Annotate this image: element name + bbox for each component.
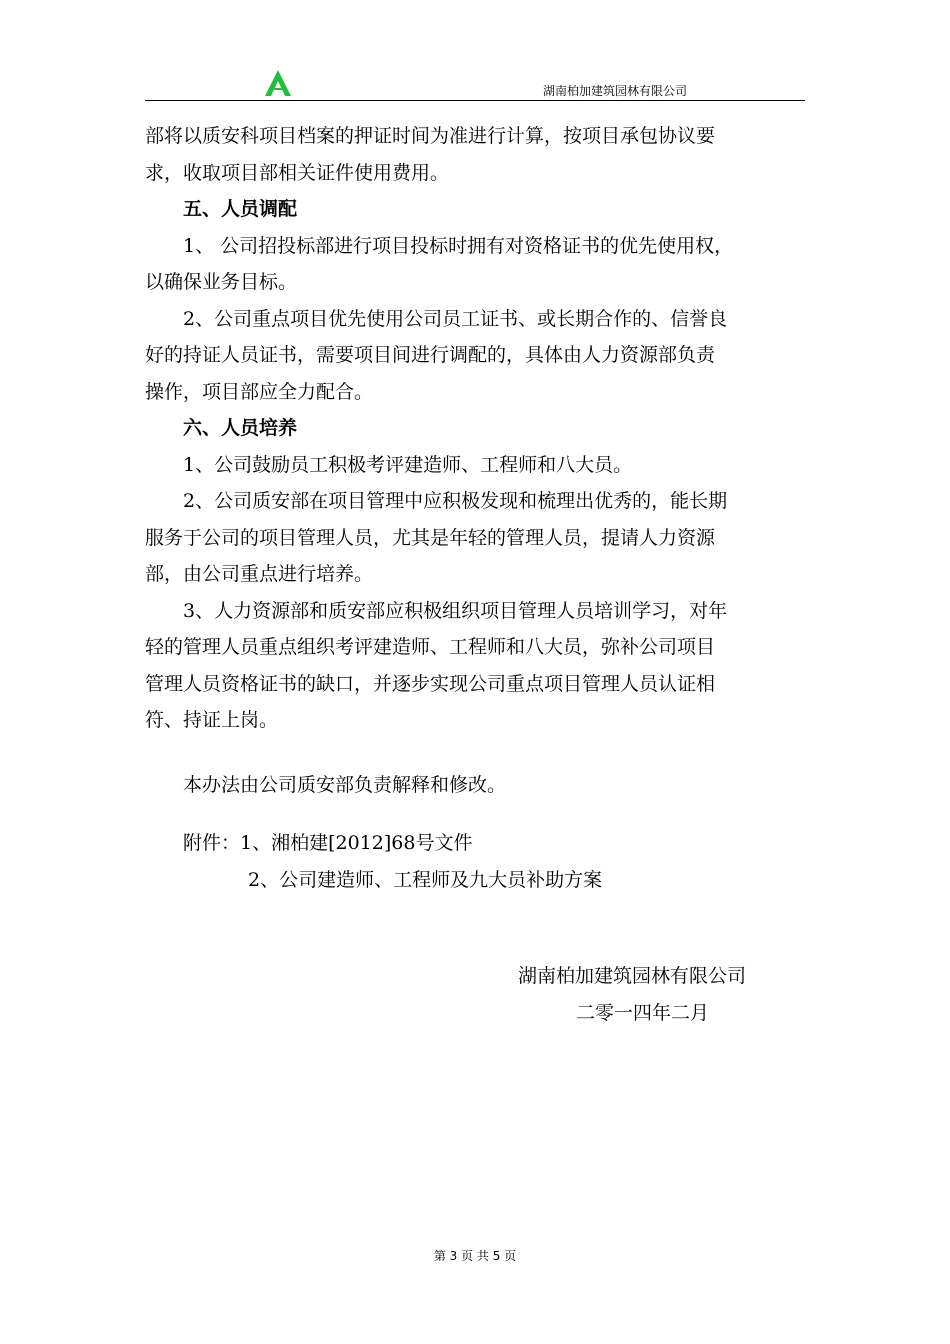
page-header: [145, 62, 805, 101]
paragraph-line: 轻的管理人员重点组织考评建造师、工程师和八大员，弥补公司项目: [145, 636, 716, 658]
header-company-name: 湖南柏加建筑园林有限公司: [542, 84, 687, 98]
attachment-item: 2、公司建造师、工程师及九大员补助方案: [248, 868, 603, 891]
signature-block: [518, 958, 746, 1032]
paragraph-line: 好的持证人员证书，需要项目间进行调配的，具体由人力资源部负责: [145, 344, 716, 366]
paragraph-line: 以确保业务目标。: [145, 271, 298, 293]
paragraph-line: 1、公司鼓励员工积极考评建造师、工程师和八大员。: [183, 453, 633, 476]
company-logo-icon: [263, 68, 293, 98]
paragraph-line: 管理人员资格证书的缺口，并逐步实现公司重点项目管理人员认证相: [145, 672, 716, 695]
paragraph-line: 1、 公司招投标部进行项目投标时拥有对资格证书的优先使用权，: [183, 234, 734, 257]
paragraph-line: 部，由公司重点进行培养。: [145, 563, 374, 585]
section-heading: 六、人员培养: [183, 417, 298, 439]
paragraph-line: 部将以质安科项目档案的押证时间为准进行计算，按项目承包协议要: [145, 125, 716, 147]
signature-date: 二零一四年二月: [576, 1002, 710, 1024]
page-footer: 第 3 页 共 5 页: [433, 1249, 517, 1263]
document-body: [145, 118, 810, 898]
interpretation-note: 本办法由公司质安部负责解释和修改。: [183, 773, 507, 796]
signature-company: 湖南柏加建筑园林有限公司: [518, 965, 747, 987]
paragraph-line: 求，收取项目部相关证件使用费用。: [145, 161, 450, 184]
paragraph-line: 3、人力资源部和质安部应积极组织项目管理人员培训学习，对年: [183, 599, 728, 622]
paragraph-line: 操作，项目部应全力配合。: [145, 380, 374, 403]
attachment-item: 附件：1、湘柏建[2012]68号文件: [183, 832, 473, 854]
paragraph-line: 符、持证上岗。: [145, 709, 279, 731]
paragraph-line: 服务于公司的项目管理人员，尤其是年轻的管理人员，提请人力资源: [145, 526, 716, 549]
section-heading: 五、人员调配: [183, 198, 298, 220]
paragraph-line: 2、公司质安部在项目管理中应积极发现和梳理出优秀的，能长期: [183, 490, 728, 512]
paragraph-line: 2、公司重点项目优先使用公司员工证书、或长期合作的、信誉良: [183, 307, 728, 330]
